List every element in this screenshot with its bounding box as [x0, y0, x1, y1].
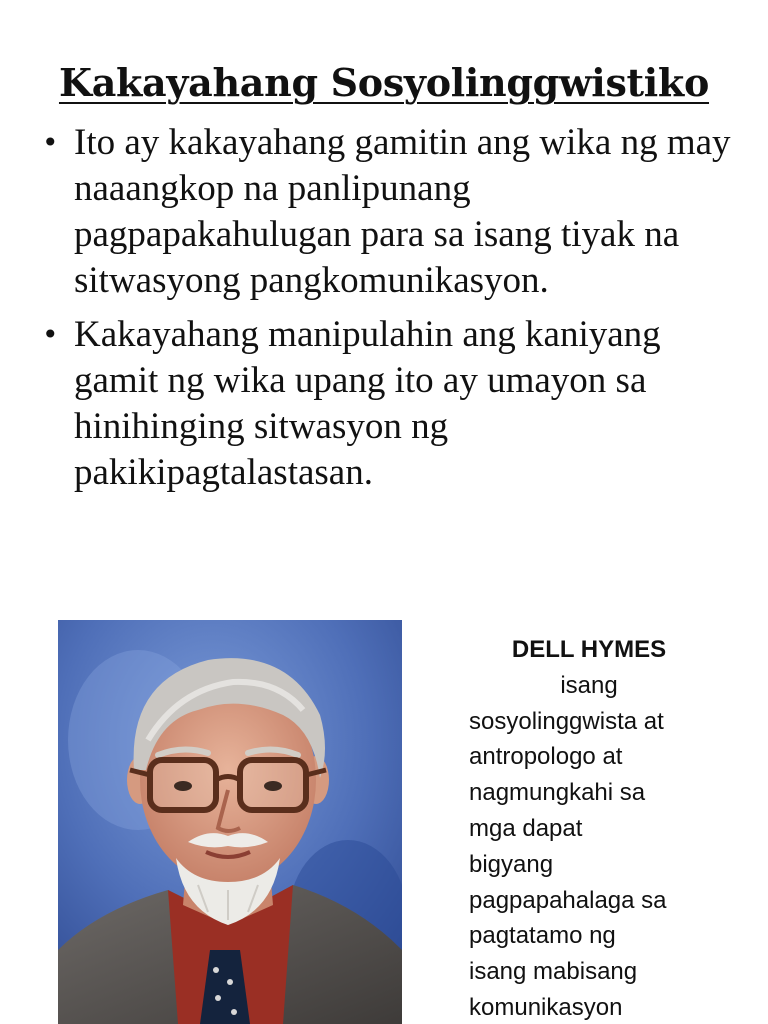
caption-line: sosyolinggwista at	[469, 707, 664, 735]
bullet-item	[40, 120, 740, 304]
caption-line: pagtatamo ng	[469, 922, 616, 950]
caption-line: bigyang	[469, 850, 554, 878]
bullet-dot-icon: •	[42, 318, 59, 351]
caption-line: antropologo at	[469, 743, 623, 771]
bullet-item	[40, 312, 740, 496]
bullet-text: Kakayahang manipulahin ang kaniyang gamit ng wika upang ito ay umayon sa hinihinging sitwasyon ng pakikipagtalastasan.	[74, 314, 661, 493]
bullet-text: Ito ay kakayahang gamitin ang wika ng may naaangkop na panlipunang pagpapakahulugan para sa isang tiyak na sitwasyong pangkomunikasyon.	[74, 122, 731, 301]
caption-line: isang mabisang	[469, 958, 638, 986]
caption-line: isang	[560, 671, 618, 699]
caption-line: mga dapat	[469, 814, 583, 842]
caption-line: komunikasyon	[469, 993, 623, 1021]
caption-block	[469, 632, 709, 1024]
caption-line: pagpapahalaga sa	[469, 886, 667, 914]
bullet-list	[40, 120, 740, 504]
caption-line: nagmungkahi sa	[469, 779, 646, 807]
person-name: DELL HYMES	[511, 636, 667, 663]
portrait-photo	[58, 620, 402, 1024]
bullet-dot-icon: •	[42, 126, 59, 159]
slide-title: Kakayahang Sosyolinggwistiko	[58, 60, 710, 105]
